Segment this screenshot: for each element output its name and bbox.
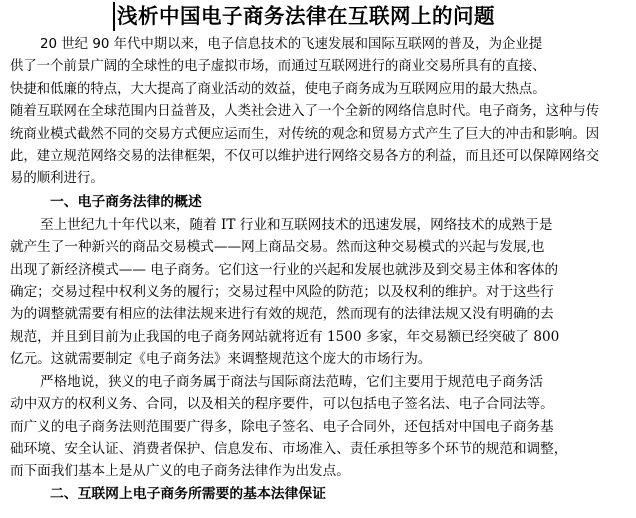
text-line: 础环境、安全认证、消费者保护、信息发布、市场准入、责任承担等多个环节的规范和调整，	[10, 440, 568, 457]
text-line: 出现了新经济模式—— 电子商务。它们这一行业的兴起和发展也就涉及到交易主体和客体的	[10, 261, 559, 278]
text-line: 就产生了一种新兴的商品交易模式——网上商品交易。然而这种交易模式的兴起与发展,也	[10, 239, 545, 256]
text-line: 随着互联网在全球范围内日益普及，人类社会进入了一个全新的网络信息时代。电子商务，这种与传	[10, 104, 600, 120]
text-line: 统商业模式截然不同的交易方式便应运而生，对传统的观念和贸易方式产生了巨大的冲击和影响。因	[10, 126, 600, 142]
text-line: 严格地说，狭义的电子商务属于商法与国际商法范畴，它们主要用于规范电子商务活	[40, 373, 543, 390]
intro-paragraph	[10, 34, 628, 191]
text-line: 规范，并且到目前为止我国的电子商务网站就将近有 1500 多家，年交易额已经突破了 800	[10, 328, 560, 345]
section1-paragraph-1	[10, 214, 628, 371]
section-heading-1: 一、电子商务法律的概述	[50, 193, 202, 210]
document-title: 浅析中国电子商务法律在互联网上的问题	[117, 4, 495, 28]
section-heading-2: 二、互联网上电子商务所需要的基本法律保证	[50, 485, 326, 502]
title-bar	[10, 0, 628, 34]
text-line: 至上世纪九十年代以来，随着 IT 行业和互联网技术的迅速发展，网络技术的成熟于是	[40, 216, 553, 233]
text-line: 而广义的电子商务法则范围要广得多，除电子签名、电子合同外，还包括对中国电子商务基	[10, 418, 554, 435]
text-line: 为的调整就需要有相应的法律法规来进行有效的规范，然而现有的法律法规又没有明确的去	[10, 306, 554, 323]
text-line: 此，建立规范网络交易的法律框架，不仅可以维护进行网络交易各方的利益，而且还可以保障网络交	[10, 149, 600, 165]
text-line: 亿元。这就需要制定《电子商务法》来调整规范这个庞大的市场行为。	[10, 351, 432, 368]
text-cursor	[113, 2, 115, 31]
text-line: 供了一个前景广阔的全球性的电子虚拟市场，而通过互联网进行的商业交易所具有的直接、	[10, 59, 546, 75]
text-line: 20 世纪 90 年代中期以来，电子信息技术的飞速发展和国际互联网的普及，为企业提	[40, 37, 543, 52]
text-line: 而下面我们基本上是从广义的电子商务法律作为出发点。	[10, 463, 350, 480]
text-line: 易的顺利进行。	[10, 171, 104, 187]
text-line: 快捷和低廉的特点，大大提高了商业活动的效益，使电子商务成为互联网应用的最大热点。	[10, 81, 546, 97]
text-line: 动中双方的权利义务、合同，以及相关的程序要件，可以包括电子签名法、电子合同法等。	[10, 396, 554, 413]
section1-paragraph-2	[10, 371, 628, 483]
text-line: 确定；交易过程中权利义务的履行；交易过程中风险的防范；以及权利的维护。对于这些行	[10, 284, 554, 301]
